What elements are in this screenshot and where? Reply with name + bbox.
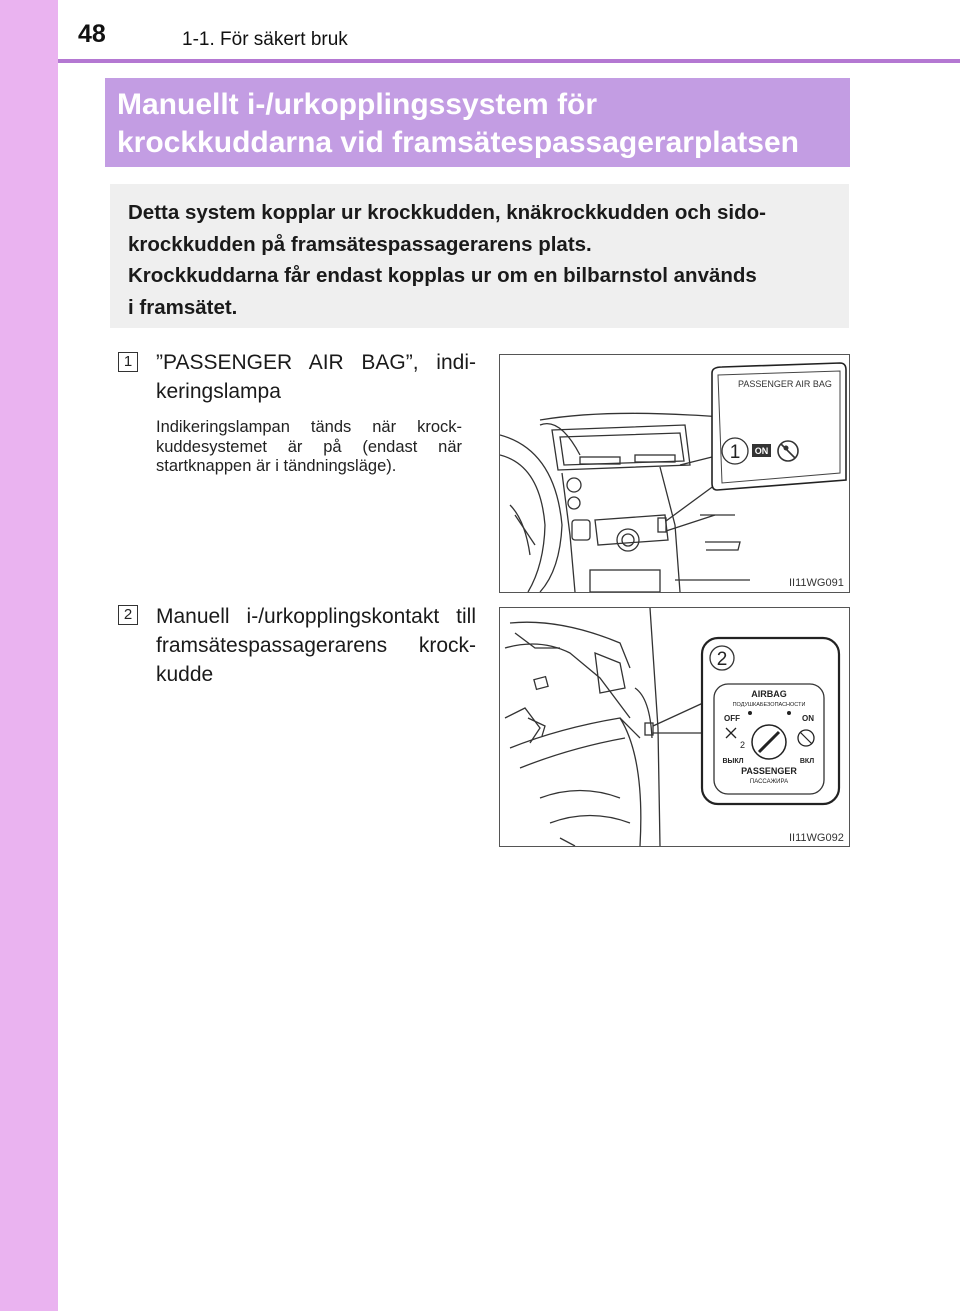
intro-line: Detta system kopplar ur krockkudden, knäkrockkudden och sido-: [128, 201, 766, 224]
page-title-line: Manuellt i-/urkopplingssystem för: [117, 88, 598, 121]
intro-line: krockkudden på framsätespassagerarens plats.: [128, 232, 592, 256]
item-title-line: kudde: [156, 663, 214, 686]
callout-number: 2: [716, 649, 728, 670]
panel-label: PASSENGER AIR BAG: [738, 379, 832, 389]
item-title: [156, 348, 476, 406]
page-title: [105, 78, 850, 167]
intro-box: [110, 184, 849, 328]
airbag-label: AIRBAG: [751, 689, 787, 699]
airbag-ru-label: ПОДУШКАБЕЗОПАСНОСТИ: [732, 702, 806, 708]
intro-line: Krockkuddarna får endast kopplas ur om en bilbarnstol används: [128, 264, 757, 287]
item-title-line: framsätespassagerarens krock-: [156, 634, 476, 657]
chapter-side-tab: [0, 0, 58, 1311]
off-label: OFF: [724, 714, 740, 723]
figure-code: II11WG092: [789, 832, 844, 844]
off-ru-label: ВЫКЛ: [722, 758, 744, 765]
page-number: 48: [78, 20, 106, 48]
callout-number: 1: [729, 442, 741, 463]
item-title-line: ”PASSENGER AIR BAG”, indi-: [156, 351, 476, 374]
item-number-badge: 1: [118, 352, 138, 372]
item-description: [156, 418, 462, 477]
item-title: [156, 602, 476, 689]
dashboard-indicator-figure: [499, 354, 850, 593]
item-title-line: Manuell i-/urkopplingskontakt till: [156, 605, 476, 628]
on-indicator-label: ON: [754, 446, 769, 456]
item-desc-line: startknappen är i tändningsläge).: [156, 457, 397, 475]
figure-code: II11WG091: [789, 577, 844, 589]
section-heading: 1-1. För säkert bruk: [182, 29, 348, 50]
item-desc-line: kuddesystemet är på (endast när: [156, 437, 462, 456]
passenger-label: PASSENGER: [741, 766, 797, 776]
passenger-switch-figure: [499, 607, 850, 847]
header-divider: [58, 59, 960, 63]
page-title-line: krockkuddarna vid framsätespassagerarplatsen: [117, 126, 799, 159]
on-ru-label: ВКЛ: [799, 758, 815, 765]
seat-number: 2: [740, 740, 746, 750]
passenger-ru-label: ПАССАЖИРА: [749, 779, 789, 785]
item-desc-line: Indikeringslampan tänds när krock-: [156, 418, 462, 436]
intro-line: i framsätet.: [128, 295, 238, 319]
on-label: ON: [802, 714, 814, 723]
item-number-badge: 2: [118, 605, 138, 625]
glovebox-illustration: [500, 608, 849, 846]
dashboard-illustration: [500, 355, 849, 592]
item-title-line: keringslampa: [156, 380, 281, 403]
